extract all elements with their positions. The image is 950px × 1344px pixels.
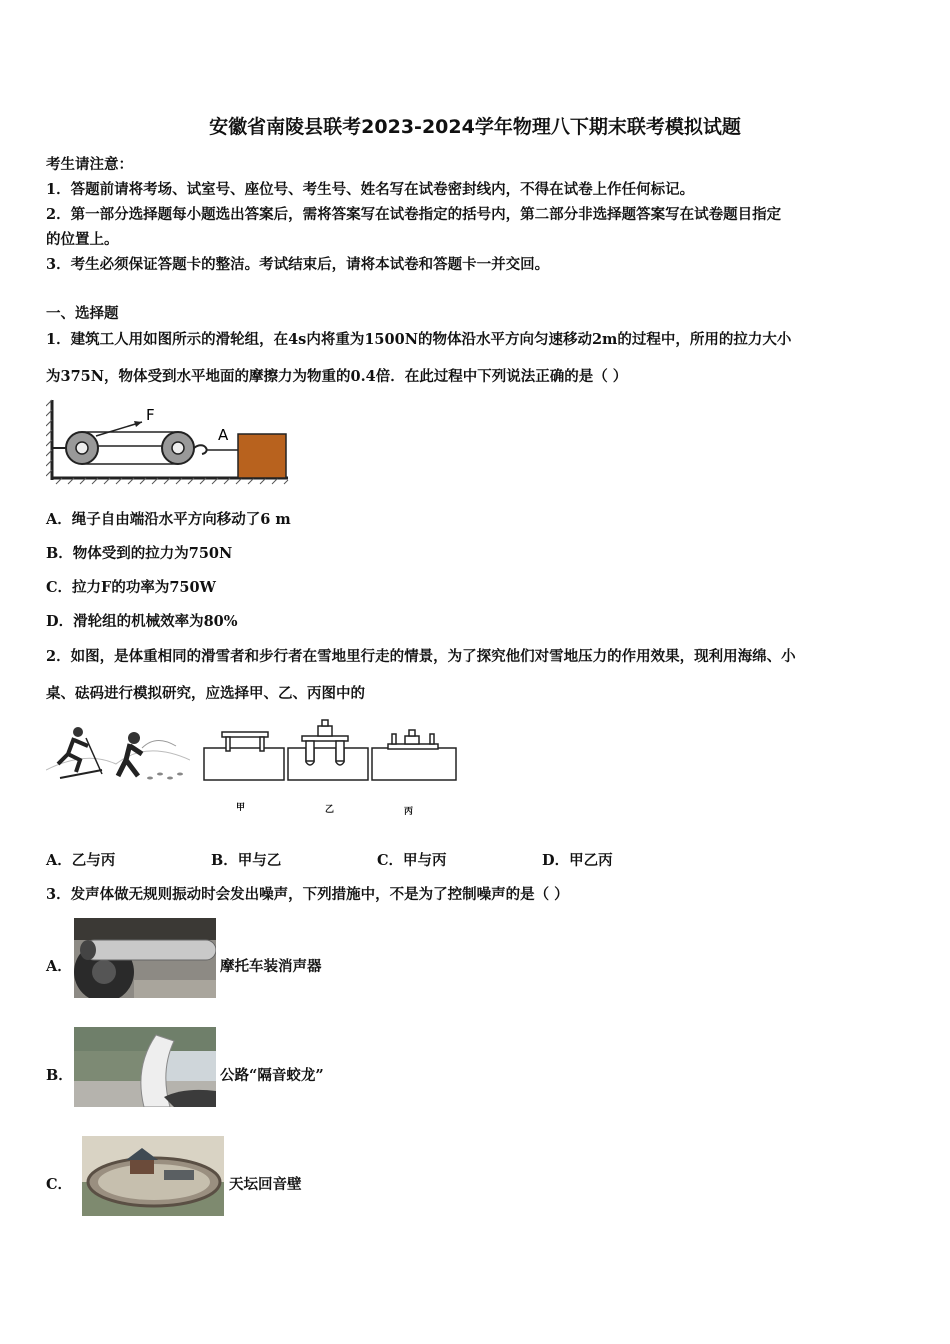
- sponge-table-diagrams: [202, 718, 460, 788]
- diagram-label-bing: 丙: [404, 807, 414, 817]
- q3-text: 3．发声体做无规则振动时会发出噪声，下列措施中，不是为了控制噪声的是（ ）: [46, 886, 569, 903]
- q1-option-d[interactable]: D．滑轮组的机械效率为80%: [46, 613, 238, 630]
- notice-item: 3．考生必须保证答题卡的整洁。考试结束后，请将本试卷和答题卡一并交回。: [46, 256, 550, 273]
- q2-text-line2: 桌、砝码进行模拟研究，应选择甲、乙、丙图中的: [46, 685, 365, 702]
- notice-item: 2．第一部分选择题每小题选出答案后，需将答案写在试卷指定的括号内，第二部分非选择题答案写在试卷题目指定: [46, 206, 782, 223]
- page-title: 安徽省南陵县联考2023-2024学年物理八下期末联考模拟试题: [209, 116, 741, 138]
- q1-option-b[interactable]: B．物体受到的拉力为750N: [46, 545, 233, 562]
- q3-option-b-caption: 公路“隔音蛟龙”: [220, 1067, 324, 1084]
- diagram-label-jia: 甲: [236, 803, 246, 813]
- motorcycle-muffler-photo: [74, 918, 216, 998]
- notice-item: 1．答题前请将考场、试室号、座位号、考生号、姓名写在试卷密封线内，不得在试卷上作任何标记。: [46, 181, 695, 198]
- q3-option-a-caption: 摩托车装消声器: [220, 958, 322, 975]
- q3-option-b-letter[interactable]: B．: [46, 1067, 73, 1084]
- highway-sound-barrier-photo: [74, 1027, 216, 1107]
- echo-wall-photo: [82, 1136, 224, 1216]
- skier-walker-image: [46, 720, 190, 786]
- notice-item: 的位置上。: [46, 231, 119, 248]
- q3-option-c-caption: 天坛回音壁: [229, 1176, 302, 1193]
- q3-option-c-letter[interactable]: C．: [46, 1176, 73, 1193]
- q2-text-line1: 2．如图，是体重相同的滑雪者和步行者在雪地里行走的情景，为了探究他们对雪地压力的作用效果，现利用海绵、小: [46, 648, 796, 665]
- q1-text-line1: 1．建筑工人用如图所示的滑轮组，在4s内将重为1500N的物体沿水平方向匀速移动2m的过程中，所用的拉力大小: [46, 331, 792, 348]
- pulley-diagram: [46, 396, 290, 488]
- q1-option-a[interactable]: A．绳子自由端沿水平方向移动了6 m: [46, 511, 291, 528]
- q1-option-c[interactable]: C．拉力F的功率为750W: [46, 579, 216, 596]
- point-a-label: A: [218, 426, 229, 444]
- notice-heading: 考生请注意：: [46, 156, 133, 173]
- q3-option-a-letter[interactable]: A．: [46, 958, 72, 975]
- q2-option-b[interactable]: B．甲与乙: [211, 852, 282, 869]
- q1-text-line2: 为375N，物体受到水平地面的摩擦力为物重的0.4倍．在此过程中下列说法正确的是（ ）: [46, 368, 628, 385]
- q2-option-c[interactable]: C．甲与丙: [377, 852, 447, 869]
- diagram-label-yi: 乙: [325, 805, 335, 815]
- section-heading: 一、选择题: [46, 305, 119, 322]
- force-label: F: [146, 406, 155, 424]
- q2-option-d[interactable]: D．甲乙丙: [542, 852, 613, 869]
- q2-option-a[interactable]: A．乙与丙: [46, 852, 116, 869]
